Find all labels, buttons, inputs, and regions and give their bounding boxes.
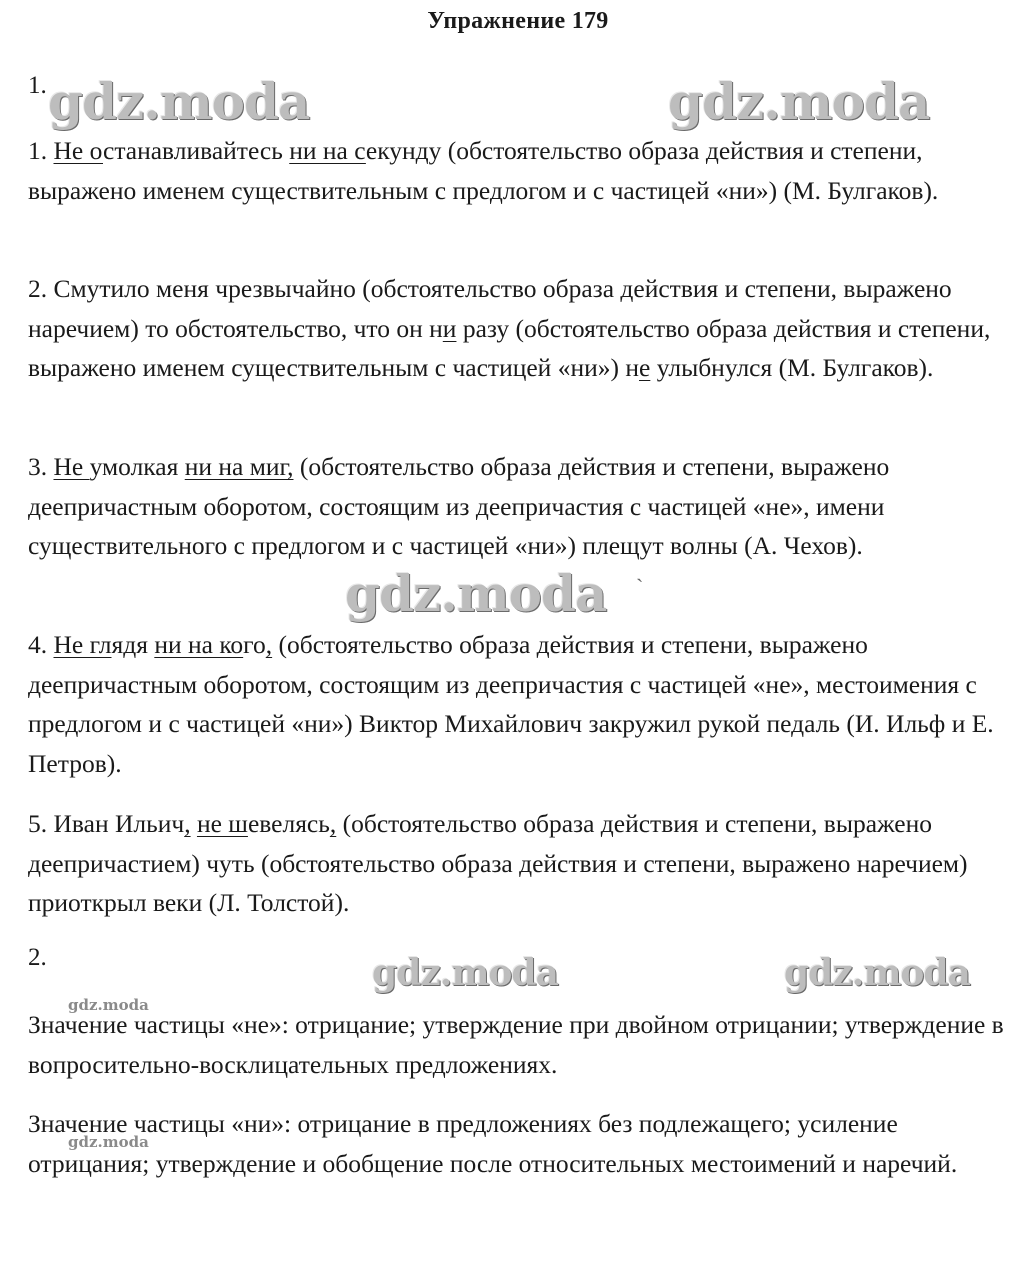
sentence-2-underline-2: е: [639, 353, 651, 382]
watermark-logo: gdz.moda: [345, 564, 607, 623]
exercise-title: Упражнение 179: [427, 8, 609, 34]
watermark-logo: gdz.moda: [372, 952, 558, 994]
watermark-small: gdz.moda: [68, 996, 149, 1014]
sentence-3-underline-1: Не: [53, 452, 90, 481]
section-1-label: 1.: [28, 72, 47, 99]
stray-mark: `: [636, 574, 644, 599]
sentence-3-underline-2: ни на миг,: [184, 452, 294, 481]
sentence-2: [28, 269, 1013, 388]
section-2-label: 2.: [28, 944, 47, 971]
sentence-1-text-2: екунду (обстоятельство образа действия и степени, выражено именем существительным с предлогом и с частицей «ни») (М. Булгаков).: [28, 136, 939, 205]
sentence-2-text-2: разу (обстоятельство образа действия и степени, выражено именем существительным с частицей «ни») н: [28, 313, 991, 382]
sentence-3-text-2: (обстоятельство образа действия и степени, выражено деепричастным оборотом, состоящим из деепричастия с частицей «не», имени существительного с предлогом и с частицей «ни») плещут волны (А. Чехов).: [28, 452, 890, 560]
sentence-1-text-1: станавливайтесь: [103, 136, 290, 165]
sentence-5: [28, 804, 1013, 923]
sentence-1-underline-1: Не о: [53, 136, 103, 165]
sentence-5-underline-2: не ш: [196, 809, 248, 838]
sentence-4-underline-3: ,: [265, 630, 273, 659]
sentence-2-text-1: Смутило меня чрезвычайно (обстоятельство образа действия и степени, выражено наречием) то обстоятельство, что он н: [28, 274, 952, 343]
sentence-5-underline-3: ,: [329, 809, 337, 838]
watermark-small: gdz.moda: [68, 1133, 149, 1151]
sentence-2-text-3: улыбнулся (М. Булгаков).: [650, 353, 934, 382]
sentence-5-text-4: (обстоятельство образа действия и степени, выражено деепричастием) чуть (обстоятельство образа действия и степени, выражено наречием) приоткрыл веки (Л. Толстой).: [28, 809, 968, 917]
sentence-2-underline-1: и: [442, 313, 457, 343]
sentence-4-underline-2: ни на ко: [154, 630, 244, 659]
sentence-1: [28, 131, 1013, 210]
sentence-3: [28, 447, 1013, 566]
sentence-4-text-2: го: [243, 630, 266, 659]
watermark-logo: gdz.moda: [668, 72, 930, 131]
sentence-1-number: 1.: [28, 136, 48, 165]
sentence-5-number: 5.: [28, 809, 48, 838]
sentence-2-number: 2.: [28, 274, 48, 303]
sentence-3-number: 3.: [28, 452, 48, 481]
sentence-1-underline-2: ни на с: [289, 136, 366, 165]
watermark-logo: gdz.moda: [48, 72, 310, 131]
meaning-ne: Значение частицы «не»: отрицание; утверждение при двойном отрицании; утверждение в вопросительно-восклицательных предложениях.: [28, 1010, 1004, 1079]
sentence-4-number: 4.: [28, 630, 48, 659]
sentence-4-text-1: ядя: [111, 630, 155, 659]
sentence-4: [28, 625, 1013, 783]
sentence-5-text-3: евелясь: [247, 809, 330, 838]
sentence-3-text-1: умолкая: [89, 452, 185, 481]
watermark-logo: gdz.moda: [784, 952, 970, 994]
sentence-5-text-1: Иван Ильич: [47, 809, 185, 838]
sentence-4-text-3: (обстоятельство образа действия и степени, выражено деепричастным оборотом, состоящим из деепричастия с частицей «не», местоимения с предлогом и с частицей «ни») Виктор Михайлович закружил рукой педаль (И. Ильф и Е. Петров).: [28, 630, 994, 778]
meaning-ni: Значение частицы «ни»: отрицание в предложениях без подлежащего; усиление отрицания; утверждение и обобщение после относительных местоимений и наречий.: [28, 1109, 958, 1178]
sentence-5-underline-1: ,: [184, 809, 191, 838]
sentence-4-underline-1: Не гл: [53, 630, 112, 659]
